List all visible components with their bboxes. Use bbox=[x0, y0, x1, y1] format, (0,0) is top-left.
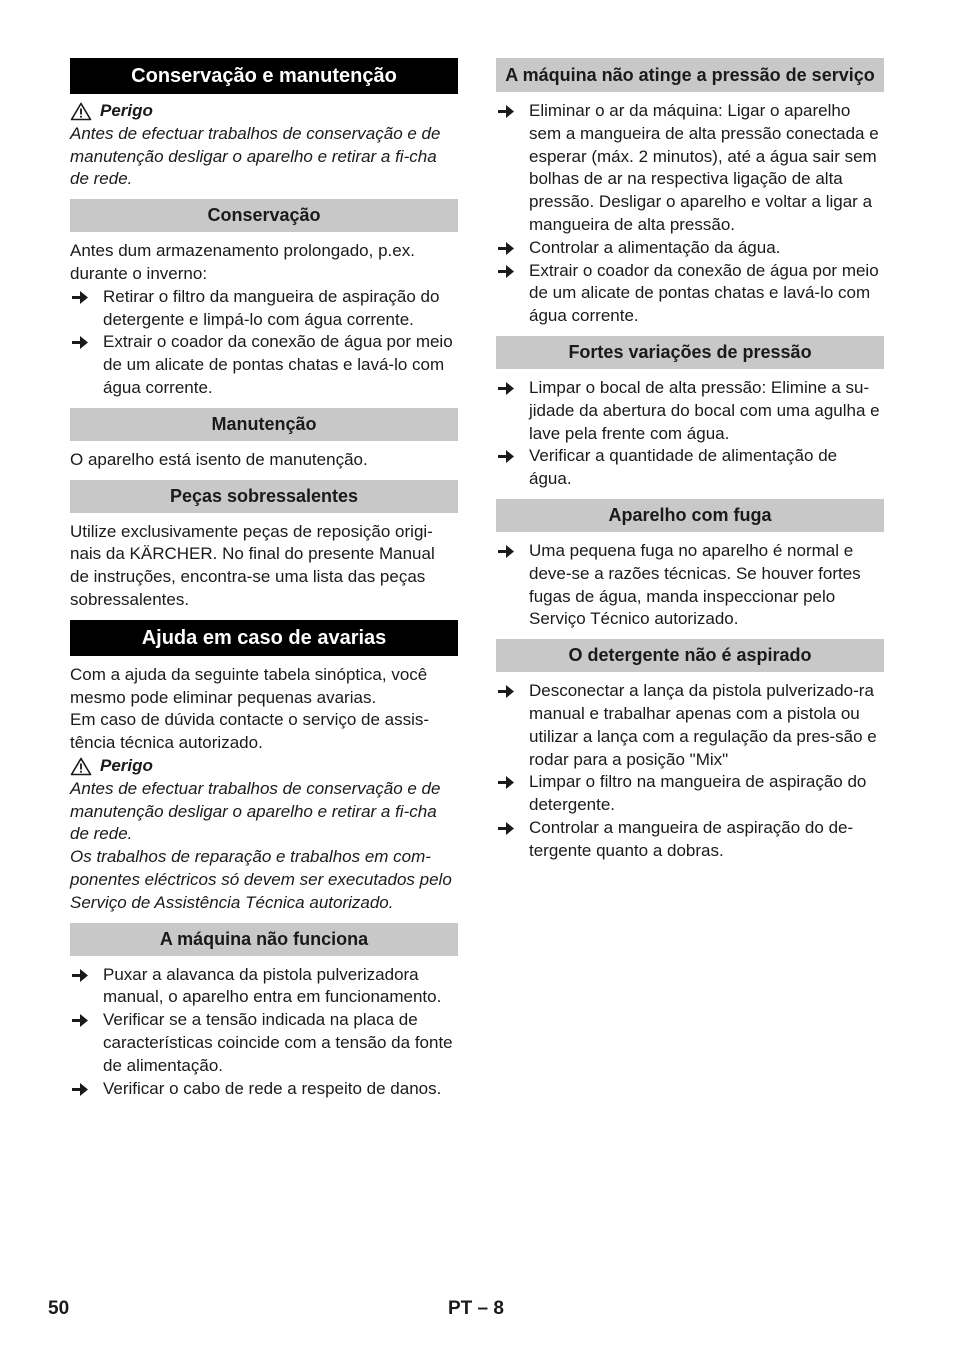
list-item bbox=[496, 377, 884, 445]
arrow-right-icon bbox=[497, 264, 515, 279]
arrow-right-icon bbox=[71, 1082, 89, 1097]
list-item bbox=[496, 237, 884, 260]
warning-triangle-icon bbox=[70, 102, 92, 121]
language-page-label: PT – 8 bbox=[448, 1298, 504, 1319]
warning-text-1: Antes de efectuar trabalhos de conservação e de manutenção desligar o aparelho e retirar a fi-cha de rede. bbox=[70, 123, 441, 189]
heading-fuga: Aparelho com fuga bbox=[496, 499, 884, 532]
list-item bbox=[496, 680, 884, 771]
list-item bbox=[496, 817, 884, 863]
list-item-text: Verificar se a tensão indicada na placa de características coincide com a tensão da fonte de alimentação. bbox=[103, 1010, 453, 1075]
heading-conservacao: Conservação bbox=[70, 199, 458, 232]
list-item-text: Uma pequena fuga no aparelho é normal e deve-se a razões técnicas. Se houver fortes fugas de água, manda inspeccionar pelo Serviço Técnico autorizado. bbox=[529, 540, 861, 629]
warning-label-1 bbox=[70, 100, 458, 123]
list-item bbox=[496, 445, 884, 491]
nao-funciona-list bbox=[70, 964, 458, 1101]
list-item bbox=[70, 331, 458, 399]
list-item bbox=[70, 286, 458, 332]
manutencao-text: O aparelho está isento de manutenção. bbox=[70, 449, 368, 469]
fuga-list bbox=[496, 540, 884, 631]
heading-variacoes: Fortes variações de pressão bbox=[496, 336, 884, 369]
warning-triangle-icon bbox=[70, 757, 92, 776]
list-item bbox=[70, 1009, 458, 1077]
arrow-right-icon bbox=[71, 290, 89, 305]
conservacao-list bbox=[70, 286, 458, 400]
list-item-text: Puxar a alavanca da pistola pulverizadora manual, o aparelho entra em funcionamento. bbox=[103, 964, 442, 1007]
list-item-text: Limpar o filtro na mangueira de aspiração do detergente. bbox=[529, 772, 867, 815]
list-item-text: Extrair o coador da conexão de água por meio de um alicate de pontas chatas e lavá-lo com água corrente. bbox=[103, 332, 453, 397]
list-item bbox=[496, 540, 884, 631]
faults-intro-2: Em caso de dúvida contacte o serviço de assis-tência técnica autorizado. bbox=[70, 710, 430, 753]
arrow-right-icon bbox=[71, 968, 89, 983]
list-item-text: Extrair o coador da conexão de água por meio de um alicate de pontas chatas e lavá-lo com água corrente. bbox=[529, 260, 879, 326]
arrow-right-icon bbox=[71, 1013, 89, 1028]
list-item-text: Eliminar o ar da máquina: Ligar o aparelho sem a mangueira de alta pressão conectada e esperar (máx. 2 minutos), até a água sair sem bolhas de ar na respectiva ligação de alta pressão. Desligar o aparelho e voltar a ligar a mangueira de alta pressão. bbox=[529, 101, 879, 234]
arrow-right-icon bbox=[497, 381, 515, 396]
heading-pressao-servico: A máquina não atinge a pressão de serviço bbox=[496, 58, 884, 92]
pecas-text: Utilize exclusivamente peças de reposição origi-nais da KÄRCHER. No final do presente Manual de instruções, encontra-se uma lista das peças sobressalentes. bbox=[70, 521, 435, 609]
list-item-text: Verificar o cabo de rede a respeito de danos. bbox=[103, 1078, 442, 1098]
list-item bbox=[496, 771, 884, 817]
arrow-right-icon bbox=[497, 449, 515, 464]
heading-pecas: Peças sobressalentes bbox=[70, 480, 458, 513]
warning-text-2a: Antes de efectuar trabalhos de conservação e de manutenção desligar o aparelho e retirar a fi-cha de rede. bbox=[70, 778, 441, 844]
arrow-right-icon bbox=[497, 544, 515, 559]
conservacao-intro: Antes dum armazenamento prolongado, p.ex. durante o inverno: bbox=[70, 241, 415, 283]
list-item-text: Controlar a mangueira de aspiração do de-tergente quanto a dobras. bbox=[529, 817, 854, 860]
list-item-text: Limpar o bocal de alta pressão: Elimine a su-jidade da abertura do bocal com uma agulha e lave pela frente com água. bbox=[529, 377, 880, 443]
variacoes-list bbox=[496, 377, 884, 491]
page-number: 50 bbox=[48, 1298, 70, 1319]
section-title-maintenance: Conservação e manutenção bbox=[70, 58, 458, 94]
arrow-right-icon bbox=[497, 821, 515, 836]
list-item bbox=[70, 1078, 458, 1101]
section-title-faults: Ajuda em caso de avarias bbox=[70, 620, 458, 656]
arrow-right-icon bbox=[497, 104, 515, 119]
list-item-text: Retirar o filtro da mangueira de aspiração do detergente e limpá-lo com água corrente. bbox=[103, 286, 440, 329]
warning-label-text: Perigo bbox=[100, 101, 153, 120]
arrow-right-icon bbox=[497, 241, 515, 256]
arrow-right-icon bbox=[71, 335, 89, 350]
list-item bbox=[496, 260, 884, 328]
warning-label-text: Perigo bbox=[100, 755, 153, 775]
right-column bbox=[496, 58, 884, 863]
heading-manutencao: Manutenção bbox=[70, 408, 458, 441]
heading-nao-funciona: A máquina não funciona bbox=[70, 923, 458, 956]
pressao-servico-list bbox=[496, 100, 884, 328]
list-item-text: Desconectar a lança da pistola pulverizado-ra manual e trabalhar apenas com a pistola ou utilizar a lança com a regulação da pres-são e rodar para a posição "Mix" bbox=[529, 681, 877, 769]
arrow-right-icon bbox=[497, 775, 515, 790]
heading-detergente: O detergente não é aspirado bbox=[496, 639, 884, 672]
list-item-text: Verificar a quantidade de alimentação de água. bbox=[529, 446, 838, 489]
left-column bbox=[70, 58, 458, 1100]
list-item-text: Controlar a alimentação da água. bbox=[529, 237, 781, 257]
faults-intro-1: Com a ajuda da seguinte tabela sinóptica, você mesmo pode eliminar pequenas avarias. bbox=[70, 664, 428, 707]
detergente-list bbox=[496, 680, 884, 862]
list-item bbox=[70, 964, 458, 1010]
list-item bbox=[496, 100, 884, 237]
warning-label-2 bbox=[70, 755, 458, 778]
arrow-right-icon bbox=[497, 684, 515, 699]
warning-text-2b: Os trabalhos de reparação e trabalhos em com-ponentes eléctricos só devem ser executados pelo Serviço de Assistência Técnica autorizado. bbox=[70, 847, 452, 912]
